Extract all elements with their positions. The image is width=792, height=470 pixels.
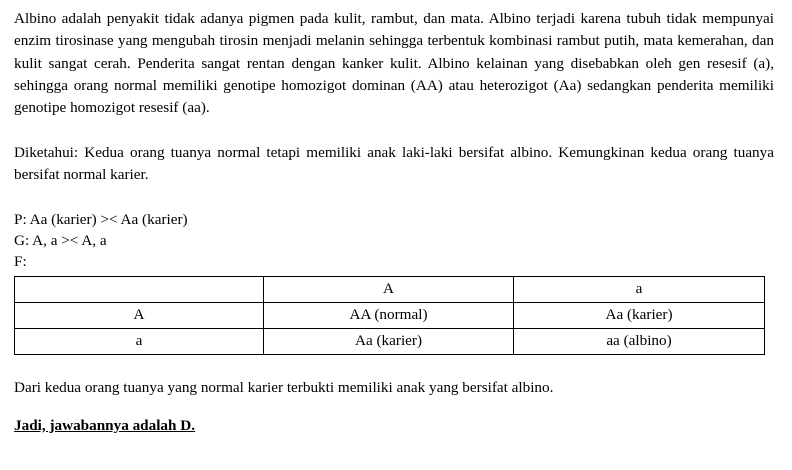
spacer [14,355,774,377]
table-cell: Aa (karier) [514,303,765,329]
table-corner-cell [15,277,264,303]
spacer [14,400,774,417]
table-column-header: a [514,277,765,303]
cross-offspring-label: F: [14,253,27,271]
paragraph-given-information: Diketahui: Kedua orang tuanya normal tetapi memiliki anak laki-laki bersifat albino. Kemungkinan kedua orang tuanya bersifat normal karier. [14,143,774,184]
table-cell: AA (normal) [264,303,514,329]
spacer [14,186,774,210]
paragraph-result: Dari kedua orang tuanya yang normal karier terbukti memiliki anak yang bersifat albino. [14,379,554,397]
table-row [15,303,765,329]
table-column-header: A [264,277,514,303]
spacer [14,120,774,142]
cross-parent-line: P: Aa (karier) >< Aa (karier) [14,211,188,229]
table-row [15,329,765,355]
table-cell: aa (albino) [514,329,765,355]
conclusion-wrapper [14,417,774,435]
paragraph-albino-description: Albino adalah penyakit tidak adanya pigmen pada kulit, rambut, dan mata. Albino terjadi karena tubuh tidak mempunyai enzim tirosinase yang mengubah tirosin menjadi melanin sehingga terbentuk kombinasi rambut putih, mata kemerahan, dan kulit sangat cerah. Penderita sangat rentan dengan kanker kulit. Albino kelainan yang disebabkan oleh gen resesif (a), sehingga orang normal memiliki genotipe homozigot dominan (AA) atau heterozigot (Aa) sedangkan penderita memiliki genotipe homozigot resesif (aa). [14,10,774,117]
table-header-row [15,277,765,303]
table-row-header: A [15,303,264,329]
table-row-header: a [15,329,264,355]
punnett-square-table [14,276,765,355]
conclusion-answer: Jadi, jawabannya adalah D. [14,416,196,434]
table-cell: Aa (karier) [264,329,514,355]
cross-gamete-line: G: A, a >< A, a [14,232,107,250]
